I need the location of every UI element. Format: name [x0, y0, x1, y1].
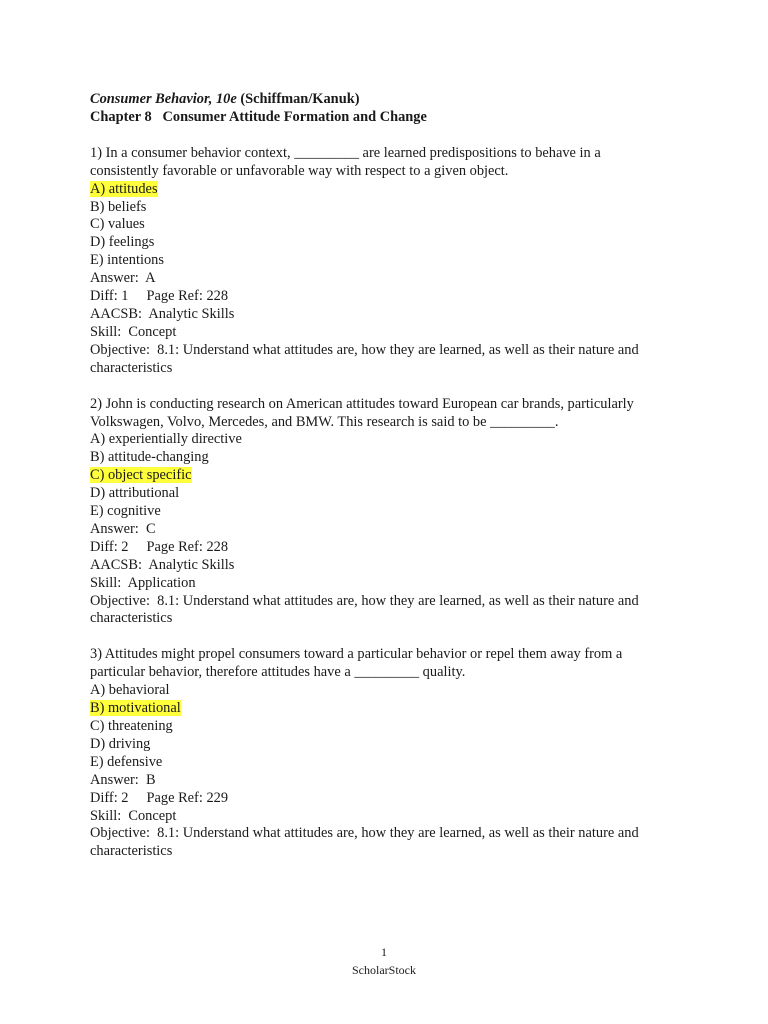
answer-highlight: B) motivational	[90, 700, 181, 717]
difficulty-line: Diff: 2 Page Ref: 228	[90, 538, 229, 555]
option-c: C) values	[90, 216, 145, 233]
option-e: E) cognitive	[90, 503, 161, 520]
option-e: E) intentions	[90, 252, 164, 269]
aacsb-line: AACSB: Analytic Skills	[90, 305, 235, 322]
question-stem: 2) John is conducting research on American attitudes toward European car brands, particularly	[90, 395, 634, 412]
question-stem: 1) In a consumer behavior context, _________ are learned predispositions to behave in a	[90, 144, 601, 161]
question-1	[90, 145, 690, 378]
option-b: B) beliefs	[90, 198, 147, 215]
option-d: D) attributional	[90, 485, 180, 502]
skill-line: Skill: Concept	[90, 323, 177, 340]
chapter-title: Chapter 8 Consumer Attitude Formation and Change	[90, 108, 427, 125]
answer-highlight: C) object specific	[90, 467, 192, 484]
question-stem: 3) Attitudes might propel consumers toward a particular behavior or repel them away from a	[90, 646, 623, 663]
book-header	[90, 91, 690, 109]
skill-line: Skill: Application	[90, 574, 196, 591]
difficulty-line: Diff: 1 Page Ref: 228	[90, 288, 229, 305]
answer-line: Answer: B	[90, 771, 156, 788]
option-e: E) defensive	[90, 753, 163, 770]
option-d: D) driving	[90, 735, 151, 752]
book-title: Consumer Behavior, 10e	[90, 91, 237, 107]
objective-line: Objective: 8.1: Understand what attitudes are, how they are learned, as well as their nature and	[90, 592, 639, 609]
objective-line: Objective: 8.1: Understand what attitudes are, how they are learned, as well as their nature and	[90, 341, 639, 358]
skill-line: Skill: Concept	[90, 807, 177, 824]
objective-line: Objective: 8.1: Understand what attitudes are, how they are learned, as well as their nature and	[90, 825, 639, 842]
question-stem-continued: Volkswagen, Volvo, Mercedes, and BMW. This research is said to be _________.	[90, 413, 559, 430]
answer-line: Answer: C	[90, 520, 156, 537]
objective-line-continued: characteristics	[90, 843, 173, 860]
book-authors: (Schiffman/Kanuk)	[240, 91, 360, 107]
question-stem-continued: consistently favorable or unfavorable way with respect to a given object.	[90, 162, 509, 179]
objective-line-continued: characteristics	[90, 359, 173, 376]
question-stem-continued: particular behavior, therefore attitudes have a _________ quality.	[90, 664, 466, 681]
question-2	[90, 396, 690, 629]
answer-highlight: A) attitudes	[90, 180, 158, 197]
aacsb-line: AACSB: Analytic Skills	[90, 556, 235, 573]
objective-line-continued: characteristics	[90, 610, 173, 627]
document-page	[90, 91, 690, 861]
option-a: A) behavioral	[90, 682, 170, 699]
footer-brand: ScholarStock	[352, 963, 416, 977]
option-c: C) threatening	[90, 718, 173, 734]
answer-line: Answer: A	[90, 270, 156, 287]
page-number: 1	[381, 945, 387, 959]
option-b: B) attitude-changing	[90, 449, 209, 466]
option-a: A) experientially directive	[90, 431, 242, 448]
option-b	[90, 700, 690, 718]
option-d: D) feelings	[90, 234, 155, 251]
difficulty-line: Diff: 2 Page Ref: 229	[90, 789, 229, 806]
question-3	[90, 646, 690, 861]
option-a	[90, 181, 690, 199]
option-c	[90, 467, 690, 485]
